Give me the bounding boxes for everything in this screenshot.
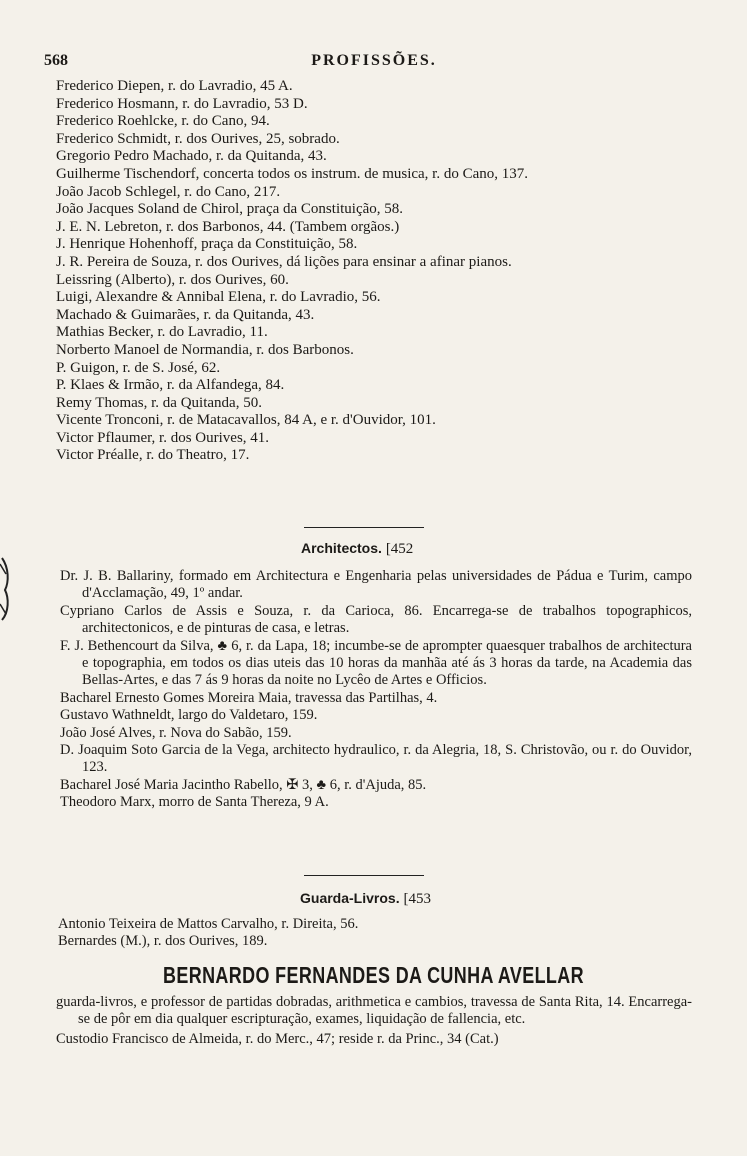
list-item: J. Henrique Hohenhoff, praça da Constituição, 58.: [56, 236, 358, 253]
list-item: Frederico Schmidt, r. dos Ourives, 25, sobrado.: [56, 130, 340, 147]
section-title-text: Guarda-Livros.: [300, 890, 400, 906]
list-item: Frederico Diepen, r. do Lavradio, 45 A.: [56, 78, 293, 94]
section-number: [452: [385, 541, 414, 557]
list-item: Gustavo Wathneldt, largo do Valdetaro, 159.: [60, 707, 318, 724]
list-item: J. R. Pereira de Souza, r. dos Ourives, dá lições para ensinar a afinar pianos.: [56, 253, 512, 270]
advertised-name: BERNARDO FERNANDES DA CUNHA AVELLAR: [163, 962, 584, 988]
architects-list: [60, 568, 692, 812]
list-item: João Jacob Schlegel, r. do Cano, 217.: [56, 183, 281, 200]
list-item: J. E. N. Lebreton, r. dos Barbonos, 44. (Tambem orgãos.): [56, 218, 400, 235]
list-item: Vicente Tronconi, r. de Matacavallos, 84 A, e r. d'Ouvidor, 101.: [56, 412, 436, 429]
list-item: Bacharel José Maria Jacintho Rabello, ✠ 3, ♣ 6, r. d'Ajuda, 85.: [60, 776, 427, 793]
list-item: Custodio Francisco de Almeida, r. do Merc., 47; reside r. da Princ., 34 (Cat.): [56, 1030, 499, 1047]
list-item: Dr. J. B. Ballariny, formado em Architectura e Engenharia pelas universidades de Pádua e Turim, campo d'Acclamação, 49, 1º andar.: [60, 568, 692, 602]
section-title-architectos: [301, 540, 413, 558]
list-item: Gregorio Pedro Machado, r. da Quitanda, 43.: [56, 148, 327, 165]
list-item: Luigi, Alexandre & Annibal Elena, r. do Lavradio, 56.: [56, 289, 381, 306]
advertisement-text: guarda-livros, e professor de partidas dobradas, arithmetica e cambios, travessa de Santa Rita, 14. Encarrega-se de pôr em dia qualquer escripturação, exames, liquidação de fallencia, etc.: [56, 994, 692, 1028]
list-item: Bernardes (M.), r. dos Ourives, 189.: [58, 933, 268, 950]
section-number: [453: [403, 891, 431, 907]
list-item: Bacharel Ernesto Gomes Moreira Maia, travessa das Partilhas, 4.: [60, 689, 438, 706]
list-item: Mathias Becker, r. do Lavradio, 11.: [56, 324, 268, 341]
list-item: Victor Préalle, r. do Theatro, 17.: [56, 447, 250, 464]
list-item: Theodoro Marx, morro de Santa Thereza, 9 A.: [60, 794, 329, 811]
list-item: F. J. Bethencourt da Silva, ♣ 6, r. da Lapa, 18; incumbe-se de aprompter quaesquer trabalhos de architectura e topographia, em todos os dias uteis das 10 horas da manhãa até ás 3 horas da tarde, na Academia das Bellas-Artes, e das 7 ás 9 horas da noite no Lycêo de Artes e Officios.: [60, 637, 692, 689]
running-head: PROFISSÕES.: [311, 52, 437, 69]
section-title-text: Architectos.: [301, 540, 382, 556]
list-item: João José Alves, r. Nova do Sabão, 159.: [60, 724, 292, 741]
page-number: 568: [44, 52, 68, 69]
list-item: Machado & Guimarães, r. da Quitanda, 43.: [56, 306, 315, 323]
list-item: Victor Pflaumer, r. dos Ourives, 41.: [56, 429, 270, 446]
list-item: Antonio Teixeira de Mattos Carvalho, r. Direita, 56.: [58, 916, 359, 932]
section-rule: [304, 527, 424, 528]
list-item: P. Guigon, r. de S. José, 62.: [56, 359, 221, 376]
list-item: Frederico Hosmann, r. do Lavradio, 53 D.: [56, 95, 308, 112]
list-item: Norberto Manoel de Normandia, r. dos Barbonos.: [56, 341, 354, 358]
advertisement-body: [56, 994, 692, 1048]
page-edge-binding-mark: [0, 554, 12, 624]
list-item: Guilherme Tischendorf, concerta todos os instrum. de musica, r. do Cano, 137.: [56, 165, 529, 182]
piano-makers-list: [56, 78, 706, 465]
section-rule: [304, 875, 424, 876]
list-item: P. Klaes & Irmão, r. da Alfandega, 84.: [56, 377, 285, 394]
list-item: Leissring (Alberto), r. dos Ourives, 60.: [56, 271, 289, 288]
list-item: João Jacques Soland de Chirol, praça da Constituição, 58.: [56, 201, 404, 218]
list-item: Frederico Roehlcke, r. do Cano, 94.: [56, 113, 270, 130]
page-header: [44, 52, 704, 74]
list-item: Remy Thomas, r. da Quitanda, 50.: [56, 394, 262, 411]
section-title-guarda-livros: [300, 890, 431, 908]
list-item: D. Joaquim Soto Garcia de la Vega, architecto hydraulico, r. da Alegria, 18, S. Christovão, ou r. do Ouvidor, 123.: [60, 742, 692, 776]
bookkeepers-list: [58, 916, 698, 951]
list-item: Cypriano Carlos de Assis e Souza, r. da Carioca, 86. Encarrega-se de trabalhos topographicos, architectonicos, e de pinturas de casa, e letras.: [60, 602, 692, 637]
